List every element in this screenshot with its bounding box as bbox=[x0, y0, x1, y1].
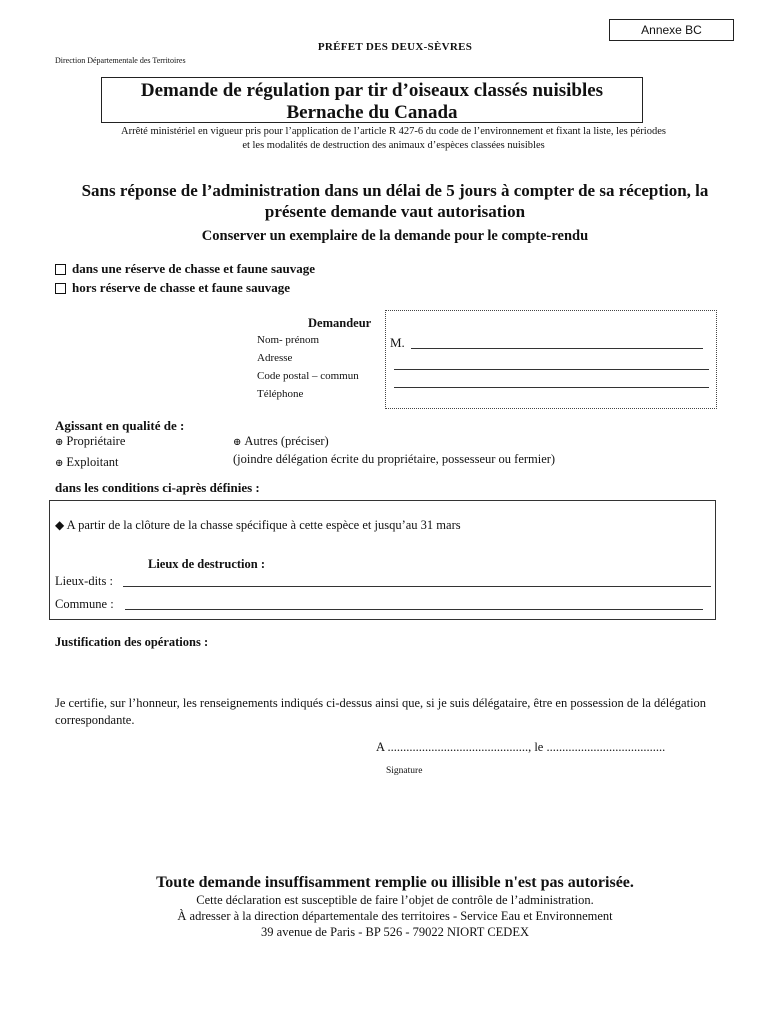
keep-copy-notice: Conserver un exemplaire de la demande pour le compte-rendu bbox=[201, 228, 589, 244]
certification-text: Je certifie, sur l’honneur, les renseignements indiqués ci-dessus ainsi que, si je suis délégataire, être en possession de la délégation correspondante. bbox=[55, 696, 707, 727]
label-adresse: Adresse bbox=[257, 352, 293, 364]
option-marker-icon: ⊕ bbox=[233, 437, 242, 448]
option-exploitant-label: Exploitant bbox=[66, 455, 119, 469]
option-proprietaire[interactable] bbox=[55, 434, 125, 449]
conditions-title: dans les conditions ci-après définies : bbox=[55, 480, 260, 495]
authorization-notice bbox=[50, 180, 740, 222]
checkbox-in-reserve[interactable] bbox=[55, 264, 66, 275]
code-postal-field[interactable] bbox=[394, 387, 709, 388]
nom-prenom-field[interactable] bbox=[411, 348, 703, 349]
option-proprietaire-label: Propriétaire bbox=[66, 434, 126, 448]
notice-line1: Sans réponse de l’administration dans un délai de 5 jours à compter de sa réception, la bbox=[81, 181, 709, 200]
m-prefix: M. bbox=[390, 335, 405, 350]
place-date-line[interactable]: A ............................................., le ...................................... bbox=[376, 740, 666, 754]
option-in-reserve-label: dans une réserve de chasse et faune sauvage bbox=[72, 261, 316, 276]
option-exploitant[interactable] bbox=[55, 455, 118, 470]
option-out-reserve[interactable] bbox=[55, 280, 290, 296]
justification-label: Justification des opérations : bbox=[55, 635, 209, 649]
label-code-postal: Code postal – commun bbox=[257, 370, 359, 382]
prefet-heading: PRÉFET DES DEUX-SÈVRES bbox=[317, 41, 473, 53]
period-text: A partir de la clôture de la chasse spécifique à cette espèce et jusqu’au 31 mars bbox=[66, 518, 461, 532]
agissant-title: Agissant en qualité de : bbox=[55, 418, 185, 433]
adresse-field[interactable] bbox=[394, 369, 709, 370]
option-out-reserve-label: hors réserve de chasse et faune sauvage bbox=[72, 280, 291, 295]
demandeur-box bbox=[385, 310, 717, 409]
checkbox-out-reserve[interactable] bbox=[55, 283, 66, 294]
form-title-box bbox=[101, 77, 643, 123]
commune-label: Commune : bbox=[55, 597, 114, 611]
autres-note: (joindre délégation écrite du propriétaire, possesseur ou fermier) bbox=[233, 452, 556, 466]
diamond-bullet-icon: ◆ bbox=[55, 518, 65, 532]
demandeur-title: Demandeur bbox=[308, 316, 372, 330]
lieux-title: Lieux de destruction : bbox=[148, 557, 266, 571]
form-title-line2: Bernache du Canada bbox=[286, 102, 458, 123]
arrete-line1: Arrêté ministériel en vigueur pris pour l’application de l’article R 427-6 du code de l’environnement et fixant la liste, les périodes bbox=[121, 126, 666, 137]
footer-address: 39 avenue de Paris - BP 526 - 79022 NIORT CEDEX bbox=[261, 925, 529, 939]
notice-line2: présente demande vaut autorisation bbox=[264, 202, 526, 221]
signature-label: Signature bbox=[386, 766, 423, 776]
incomplete-warning: Toute demande insuffisamment remplie ou illisible n'est pas autorisée. bbox=[156, 874, 634, 891]
footer-line2: À adresser à la direction départementale des territoires - Service Eau et Environnement bbox=[177, 909, 613, 923]
annexe-label: Annexe BC bbox=[609, 19, 734, 41]
commune-field[interactable] bbox=[125, 609, 703, 610]
lieux-dits-field[interactable] bbox=[123, 586, 711, 587]
arrete-text bbox=[55, 125, 732, 153]
option-marker-icon: ⊕ bbox=[55, 458, 64, 469]
option-autres-label: Autres (préciser) bbox=[244, 434, 329, 448]
label-telephone: Téléphone bbox=[257, 388, 304, 400]
form-title-line1: Demande de régulation par tir d’oiseaux classés nuisibles bbox=[140, 80, 604, 101]
label-nom-prenom: Nom- prénom bbox=[257, 334, 320, 346]
lieux-dits-label: Lieux-dits : bbox=[55, 574, 113, 588]
option-in-reserve[interactable] bbox=[55, 261, 315, 277]
option-marker-icon: ⊕ bbox=[55, 437, 64, 448]
arrete-line2: et les modalités de destruction des animaux d’espèces classées nuisibles bbox=[242, 140, 545, 151]
option-autres[interactable] bbox=[233, 434, 329, 449]
footer-line1: Cette déclaration est susceptible de faire l’objet de contrôle de l’administration. bbox=[196, 893, 594, 907]
period-line bbox=[55, 518, 461, 533]
direction-label: Direction Départementale des Territoires bbox=[55, 56, 186, 65]
